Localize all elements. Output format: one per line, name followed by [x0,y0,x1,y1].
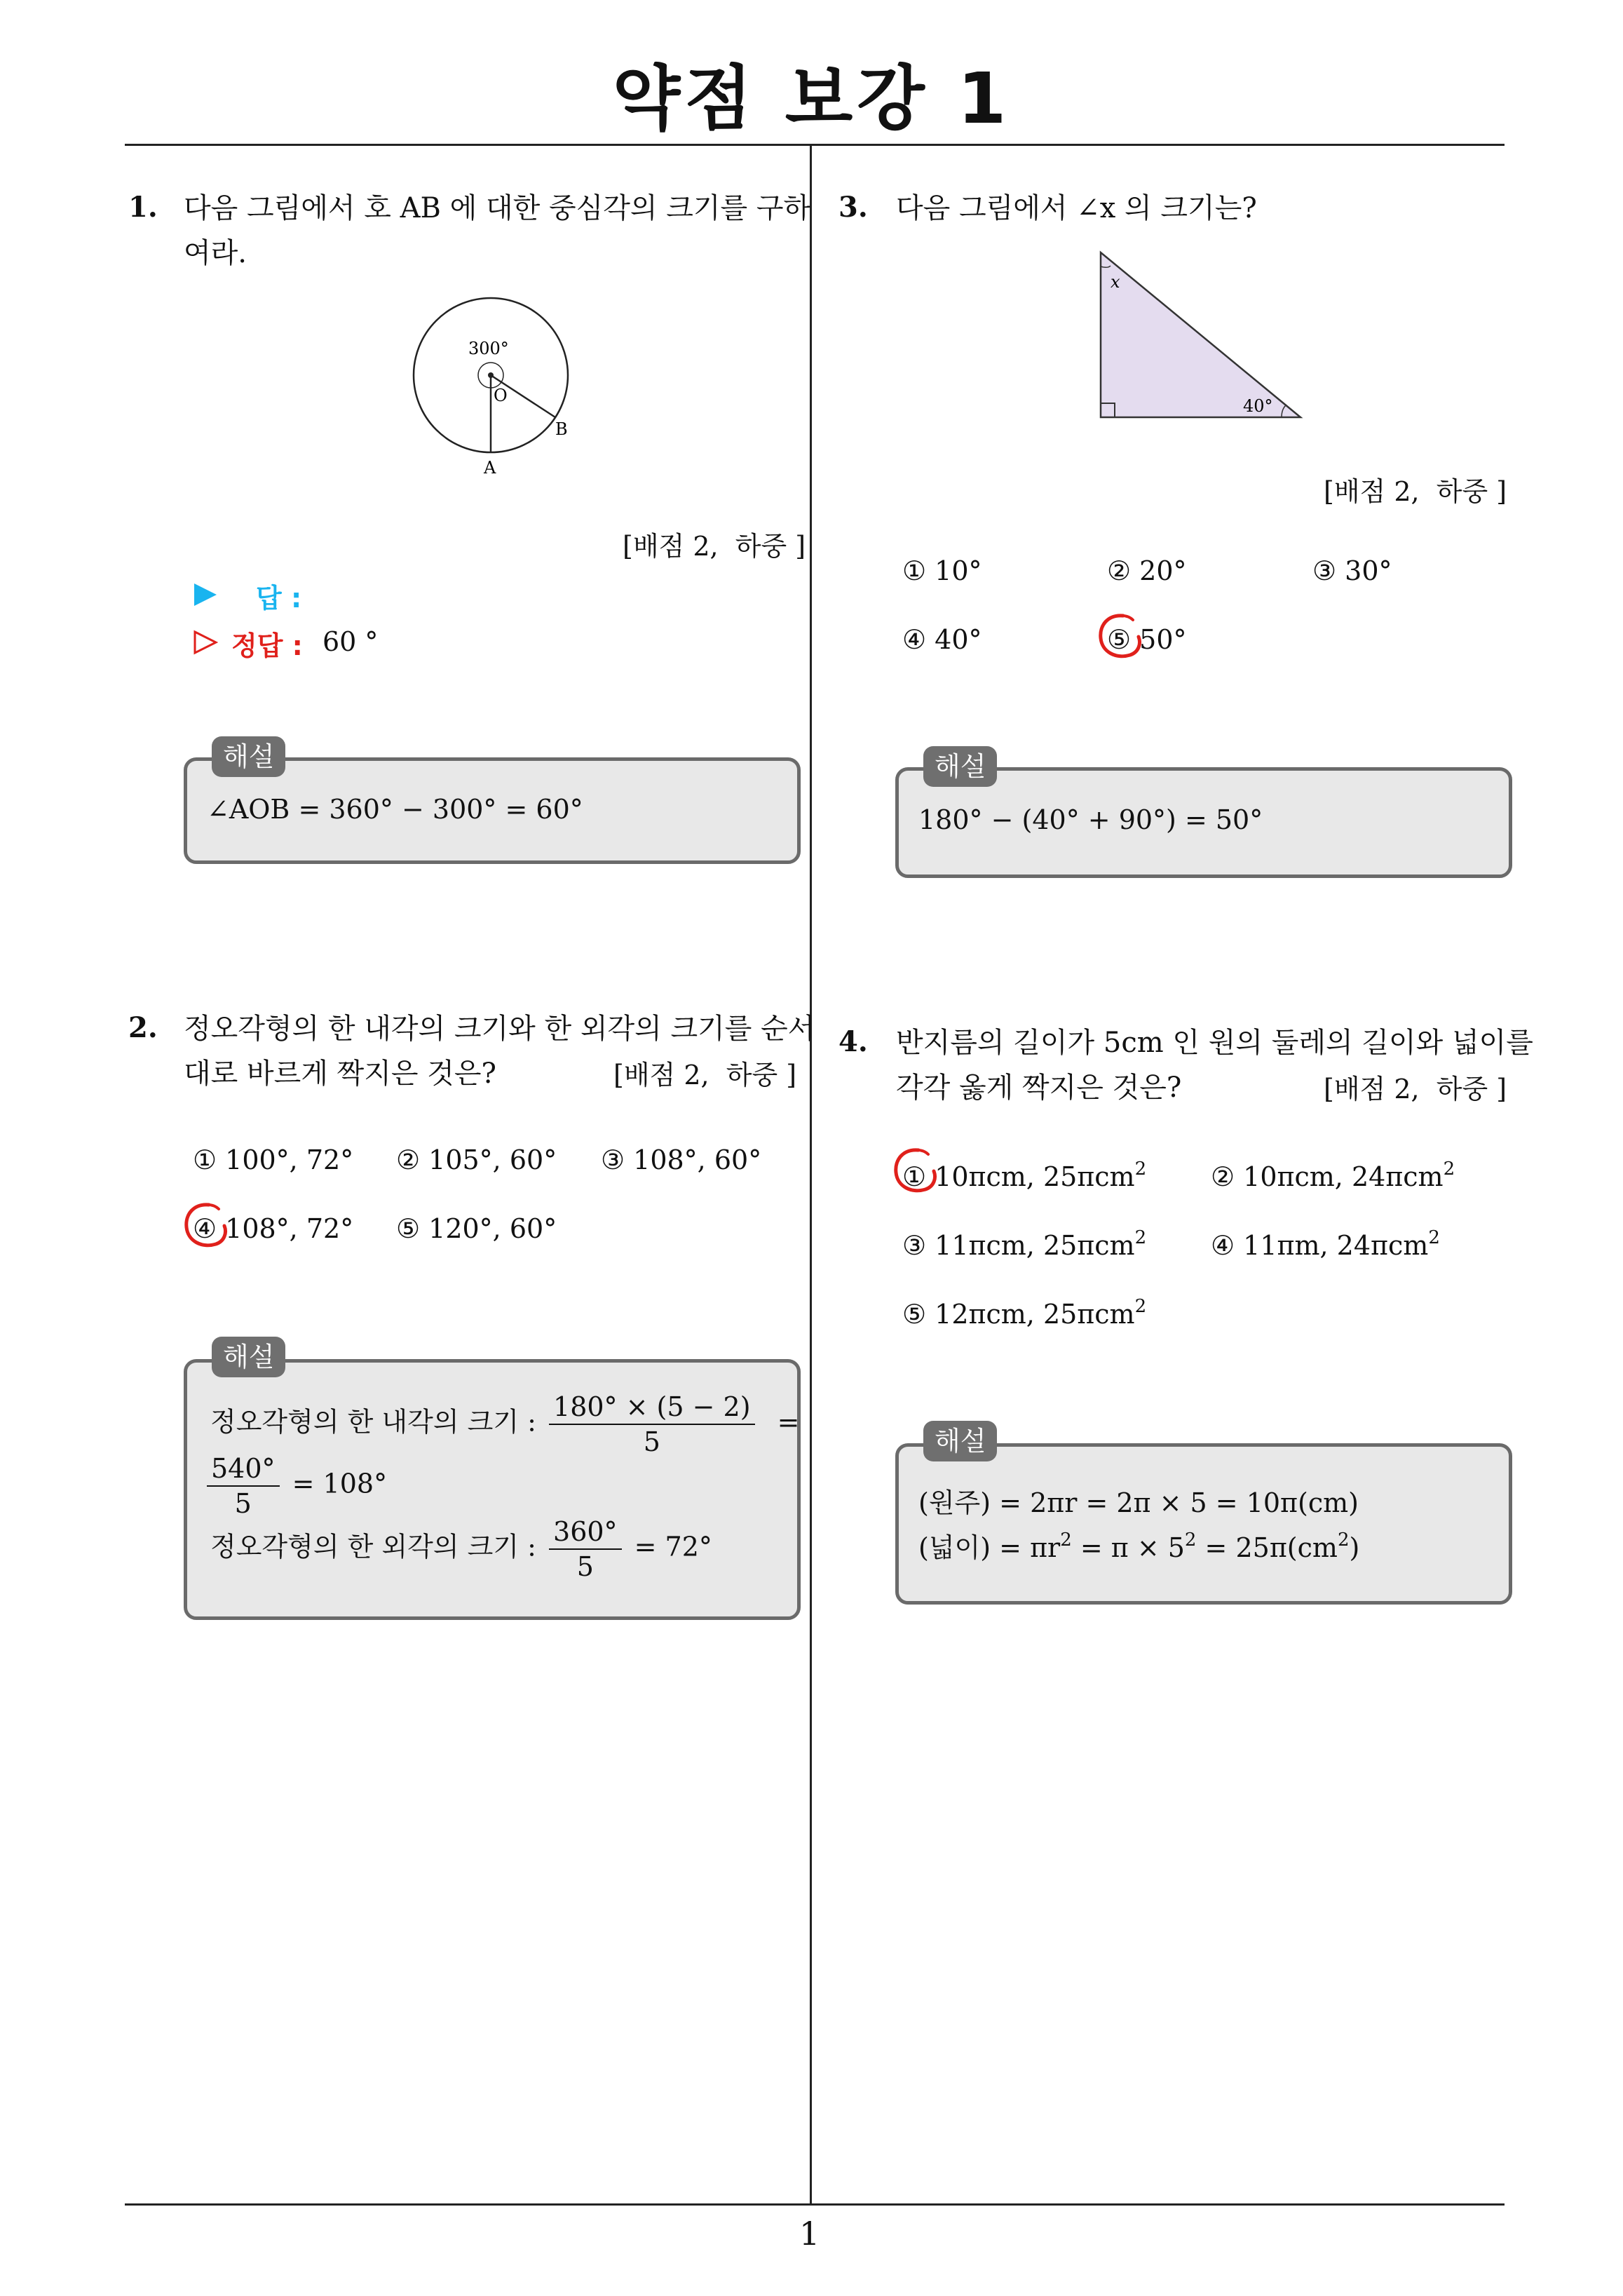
choice-5[interactable] [902,1296,1146,1330]
exponent: 2 [1184,1529,1197,1551]
page-number: 1 [799,2215,820,2253]
right-triangle [1101,252,1301,417]
choice-4[interactable]: ④ 108°, 72° [193,1213,354,1244]
question-number: 3. [838,191,868,224]
explanation-line-2 [207,1452,387,1520]
fraction [549,1515,622,1583]
column-divider [810,144,812,2206]
choice-text: ② 10πcm, 24πcm [1211,1161,1444,1192]
choice-text: ① 10πcm, 25πcm [902,1161,1135,1192]
score-label: [배점 2, 하중 ] [1324,476,1507,507]
header-rule [125,144,1505,146]
choice-text: ③ 11πcm, 25πcm [902,1230,1135,1261]
question-text-line: 반지름의 길이가 5cm 인 원의 둘레의 길이와 넓이를 [896,1027,1533,1059]
choice-1[interactable]: ① 100°, 72° [193,1144,354,1175]
exponent: 2 [1060,1529,1072,1551]
choice-2[interactable] [1211,1159,1455,1192]
triangle-figure [1094,249,1304,421]
choice-3[interactable]: ③ 108°, 60° [601,1144,762,1175]
explanation-text: (넓이) = πr [918,1532,1061,1563]
answer-label: 답 : [256,583,302,614]
footer-rule [125,2203,1505,2206]
explanation-tag: 해설 [923,746,997,787]
selected-mark-icon [890,1146,941,1196]
score-label: [배점 2, 하중 ] [1324,1074,1507,1105]
choice-3[interactable] [902,1227,1146,1261]
explanation-box [895,1443,1512,1605]
explanation-text: 180° − (40° + 90°) = 50° [918,804,1263,835]
point-a-label: A [484,458,496,478]
selected-mark-icon [181,1201,231,1251]
point-b-label: B [555,419,568,439]
fraction-denominator: 5 [643,1426,660,1457]
choice-2[interactable]: ② 105°, 60° [396,1144,557,1175]
question-text-line: 대로 바르게 짝지은 것은? [184,1058,496,1090]
fraction-numerator: 360° [549,1515,622,1550]
equals-sign: = [777,1406,800,1438]
explanation-text: = 72° [634,1531,712,1562]
explanation-text: 정오각형의 한 내각의 크기 : [210,1406,536,1438]
page-title: 약점 보강 1 [612,58,1011,140]
choice-1[interactable]: ① 10° [902,555,982,586]
choice-text: ④ 11πm, 24πcm [1211,1230,1429,1261]
explanation-text: 정오각형의 한 외각의 크기 : [210,1531,536,1562]
correct-answer-value: 60 ° [322,626,379,657]
choice-4[interactable]: ④ 40° [902,624,982,655]
fraction-denominator: 5 [234,1488,252,1519]
exponent: 2 [1443,1159,1455,1180]
fraction [549,1390,755,1459]
center-point [488,372,494,378]
question-text-line: 다음 그림에서 ∠x 의 크기는? [896,192,1257,224]
choice-4[interactable] [1211,1227,1440,1261]
choice-2[interactable]: ② 20° [1107,555,1187,586]
question-text-line: 정오각형의 한 내각의 크기와 한 외각의 크기를 순서 [184,1013,815,1045]
explanation-text: = 25π(cm [1196,1532,1338,1563]
circle-figure [400,295,596,484]
explanation-text: ) [1349,1532,1360,1563]
question-number: 1. [128,191,158,224]
fraction-numerator: 180° × (5 − 2) [549,1390,755,1425]
explanation-text: = π × 5 [1071,1532,1185,1563]
angle-label: 300° [468,339,509,358]
question-text-line: 각각 옳게 짝지은 것은? [896,1072,1182,1104]
explanation-text: ∠AOB = 360° − 300° = 60° [207,794,583,825]
choice-5[interactable]: ⑤ 50° [1107,624,1187,655]
explanation-line-1 [210,1390,799,1459]
angle-label: 40° [1243,396,1273,416]
score-label: [배점 2, 하중 ] [623,531,806,562]
explanation-text: = 108° [292,1468,388,1499]
explanation-tag: 해설 [212,1337,285,1377]
correct-arrow-icon [193,630,218,655]
explanation-tag: 해설 [212,736,285,777]
exponent: 2 [1428,1227,1440,1248]
explanation-line-2 [918,1526,1359,1565]
question-text-line: 여라. [184,237,247,269]
question-number: 4. [838,1025,868,1058]
fraction-numerator: 540° [207,1452,280,1487]
exponent: 2 [1134,1296,1147,1317]
explanation-line-1: (원주) = 2πr = 2π × 5 = 10π(cm) [918,1487,1359,1518]
x-label: x [1111,272,1120,292]
explanation-line-3 [210,1515,712,1583]
center-label: O [494,386,508,405]
answer-arrow-icon [193,582,218,607]
fraction [207,1452,280,1520]
correct-answer-label: 정답 : [231,630,303,661]
exponent: 2 [1134,1227,1147,1248]
choice-5[interactable]: ⑤ 120°, 60° [396,1213,557,1244]
question-number: 2. [128,1011,158,1044]
selected-mark-icon [1095,612,1146,662]
explanation-tag: 해설 [923,1421,997,1461]
score-label: [배점 2, 하중 ] [613,1060,797,1090]
fraction-denominator: 5 [576,1551,594,1582]
question-text-line: 다음 그림에서 호 AB 에 대한 중심각의 크기를 구하 [184,192,811,224]
choice-text: ⑤ 12πcm, 25πcm [902,1299,1135,1330]
exponent: 2 [1337,1529,1350,1551]
choice-3[interactable]: ③ 30° [1312,555,1392,586]
exponent: 2 [1134,1159,1147,1180]
